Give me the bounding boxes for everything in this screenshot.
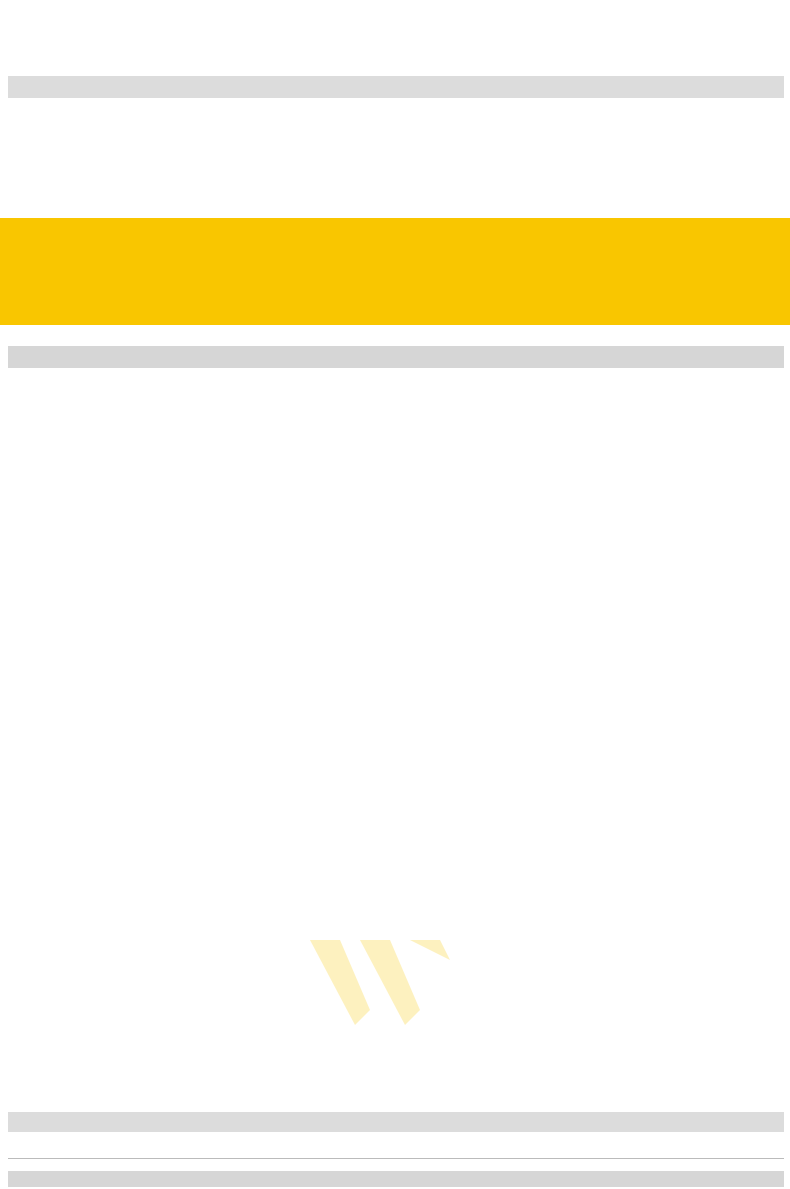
- order-banner: [0, 218, 790, 325]
- accessories-header: [8, 1112, 784, 1132]
- order-table-header: [8, 346, 784, 368]
- environment-header: [8, 76, 784, 98]
- watermark-logo-icon: [300, 930, 460, 1030]
- footnote-bar: [8, 1171, 784, 1187]
